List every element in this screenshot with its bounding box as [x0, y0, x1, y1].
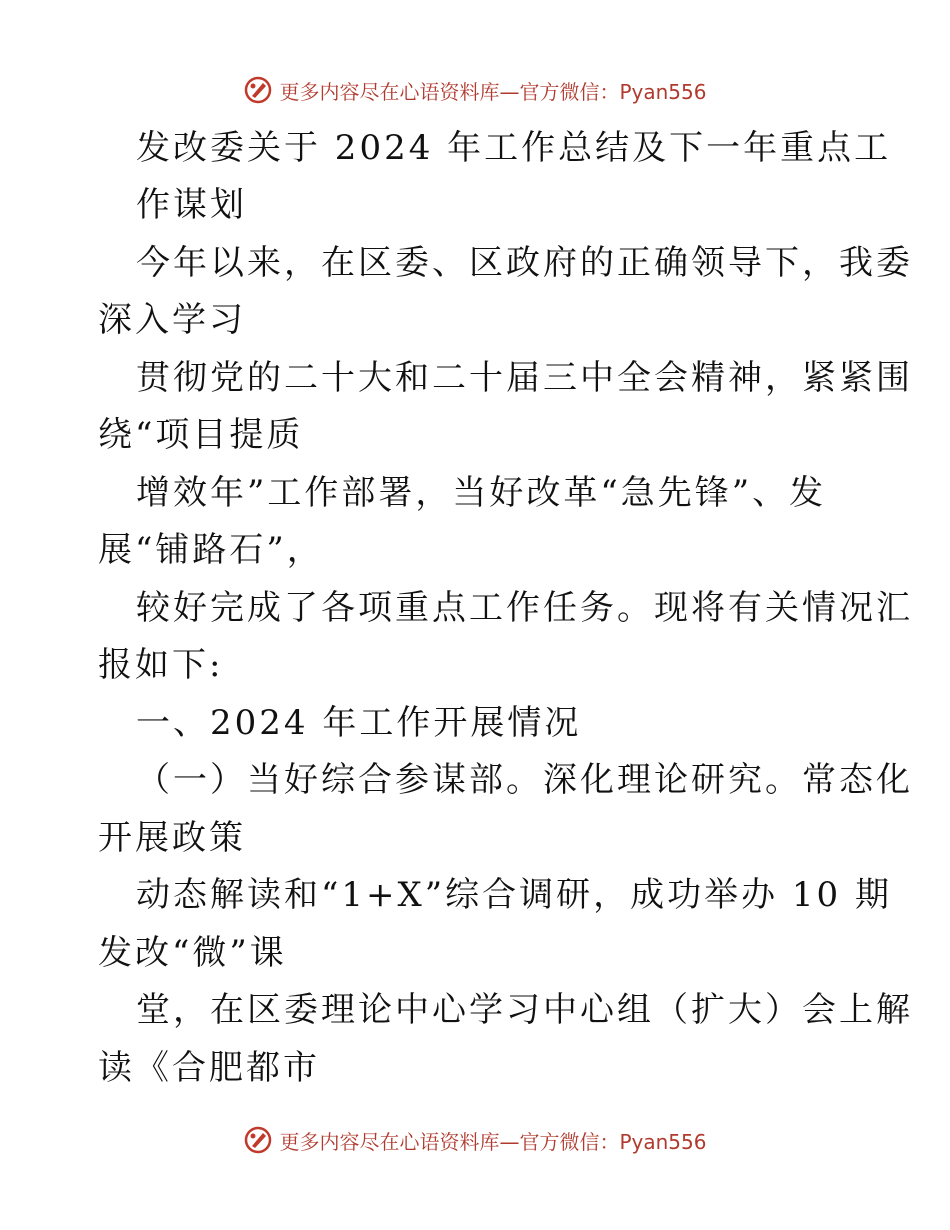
- logo-icon: [243, 1125, 273, 1155]
- paragraph-line: 发改“微”课: [98, 933, 287, 973]
- paragraph-line: 较好完成了各项重点工作任务。现将有关情况汇: [136, 588, 913, 628]
- paragraph-line: （一）当好综合参谋部。深化理论研究。常态化: [136, 760, 913, 800]
- watermark-text: 更多内容尽在心语资料库—官方微信：Pyan556: [279, 79, 707, 104]
- paragraph-line: 绕“项目提质: [98, 415, 304, 455]
- paragraph-line: 今年以来，在区委、区政府的正确领导下，我委: [136, 243, 913, 283]
- section-heading: 一、2024 年工作开展情况: [136, 703, 582, 743]
- document-title-line-1: 发改委关于 2024 年工作总结及下一年重点工: [136, 128, 892, 168]
- paragraph-line: 增效年”工作部署，当好改革“急先锋”、发: [136, 473, 827, 513]
- watermark-text: 更多内容尽在心语资料库—官方微信：Pyan556: [279, 1129, 707, 1154]
- paragraph-line: 贯彻党的二十大和二十届三中全会精神，紧紧围: [136, 358, 913, 398]
- header-watermark: [0, 70, 950, 110]
- paragraph-line: 展“铺路石”，: [98, 530, 324, 570]
- document-title-line-2: 作谋划: [136, 185, 247, 225]
- paragraph-line: 动态解读和“1+X”综合调研，成功举办 10 期: [136, 875, 892, 915]
- footer-watermark: [0, 1120, 950, 1160]
- paragraph-line: 读《合肥都市: [98, 1048, 320, 1088]
- logo-icon: [243, 75, 273, 105]
- paragraph-line: 开展政策: [98, 818, 246, 858]
- paragraph-line: 报如下:: [98, 645, 224, 685]
- paragraph-line: 堂，在区委理论中心学习中心组（扩大）会上解: [136, 990, 913, 1030]
- paragraph-line: 深入学习: [98, 300, 246, 340]
